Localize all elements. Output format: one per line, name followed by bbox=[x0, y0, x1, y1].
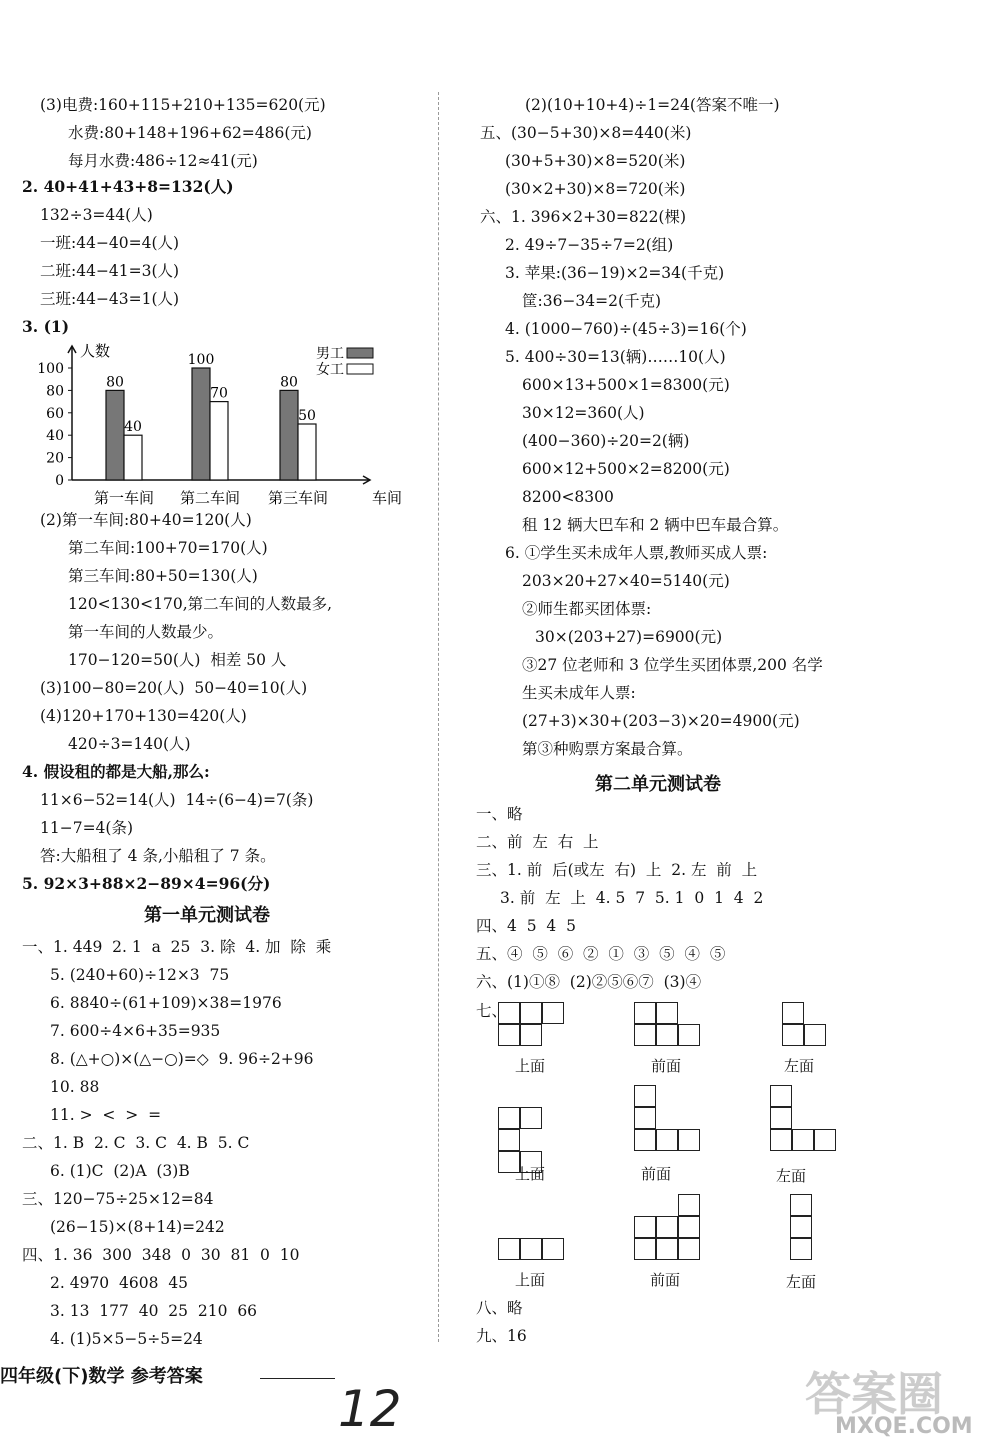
answer-line: (26−15)×(8+14)=242 bbox=[50, 1218, 225, 1236]
caption-top: 上面 bbox=[515, 1057, 546, 1075]
caption-left: 左面 bbox=[776, 1167, 807, 1185]
caption-top: 上面 bbox=[515, 1271, 546, 1289]
y-axis-label: 人数 bbox=[80, 342, 111, 360]
answer-line: 8200<8300 bbox=[522, 488, 614, 506]
caption-left: 左面 bbox=[786, 1273, 817, 1291]
answer-line: 11×6−52=14(人) 14÷(6−4)=7(条) bbox=[40, 791, 314, 809]
caption-front: 前面 bbox=[650, 1271, 681, 1289]
answer-line: ③27 位老师和 3 位学生买团体票,200 名学 bbox=[522, 656, 823, 674]
bar-chart bbox=[20, 340, 420, 510]
answer-line: 5. 92×3+88×2−89×4=96(分) bbox=[22, 874, 271, 893]
answer-line: 水费:80+148+196+62=486(元) bbox=[68, 124, 312, 142]
answer-line: 6. ①学生买未成年人票,教师买成人票: bbox=[505, 544, 768, 562]
answer-line: 二、前 左 右 上 bbox=[476, 833, 599, 851]
watermark-logo bbox=[795, 1358, 995, 1444]
answer-line: 2. 49÷7−35÷7=2(组) bbox=[505, 236, 674, 254]
answer-line: 三班:44−43=1(人) bbox=[40, 290, 180, 308]
answer-line: 2. 40+41+43+8=132(人) bbox=[22, 177, 234, 196]
x-axis-label: 车间 bbox=[372, 489, 403, 507]
answer-line: 30×12=360(人) bbox=[522, 404, 645, 422]
bar-value-label: 100 bbox=[187, 352, 215, 368]
answer-line: 4. 假设租的都是大船,那么: bbox=[22, 762, 210, 781]
page-number: 12 bbox=[338, 1380, 402, 1438]
answer-line: 5. 400÷30=13(辆)……10(人) bbox=[505, 348, 726, 366]
answer-line: 生买未成年人票: bbox=[522, 684, 636, 702]
answer-line: 第③种购票方案最合算。 bbox=[522, 740, 693, 758]
answer-line: 8. (△+○)×(△−○)=◇ 9. 96÷2+96 bbox=[50, 1050, 314, 1068]
bar bbox=[124, 435, 142, 480]
answer-line: 四、1. 36 300 348 0 30 81 0 10 bbox=[22, 1246, 300, 1264]
answer-line: 七、 bbox=[476, 1002, 508, 1020]
answer-line: 四、4 5 4 5 bbox=[476, 917, 577, 935]
answer-line: 第二车间:100+70=170(人) bbox=[68, 539, 268, 557]
answer-line: 170−120=50(人) 相差 50 人 bbox=[68, 651, 287, 669]
answer-line: 九、16 bbox=[476, 1327, 527, 1345]
answer-line: (3)100−80=20(人) 50−40=10(人) bbox=[40, 679, 308, 697]
answer-line: 三、1. 前 后(或左 右) 上 2. 左 前 上 bbox=[476, 861, 758, 879]
answer-line: 6. 8840÷(61+109)×38=1976 bbox=[50, 994, 282, 1012]
bar-value-label: 70 bbox=[210, 385, 228, 402]
answer-line: (2)第一车间:80+40=120(人) bbox=[40, 511, 252, 529]
caption-left: 左面 bbox=[784, 1057, 815, 1075]
y-tick-label: 0 bbox=[55, 473, 64, 489]
x-tick-label: 第一车间 bbox=[93, 489, 155, 507]
caption-front: 前面 bbox=[651, 1057, 682, 1075]
x-tick-label: 第三车间 bbox=[267, 489, 329, 507]
legend-label: 男工 bbox=[316, 346, 344, 362]
answer-line: 一、略 bbox=[476, 805, 523, 823]
bar bbox=[280, 390, 298, 480]
caption-front: 前面 bbox=[641, 1165, 672, 1183]
answer-line: 3. 13 177 40 25 210 66 bbox=[50, 1302, 258, 1320]
answer-line: (4)120+170+130=420(人) bbox=[40, 707, 247, 725]
answer-line: 6. (1)C (2)A (3)B bbox=[50, 1162, 190, 1180]
answer-line: 三、120−75÷25×12=84 bbox=[22, 1190, 214, 1208]
answer-line: (30+5+30)×8=520(米) bbox=[505, 152, 686, 170]
y-tick-label: 80 bbox=[46, 383, 64, 400]
answer-line: 租 12 辆大巴车和 2 辆中巴车最合算。 bbox=[522, 516, 789, 534]
answer-line: 八、略 bbox=[476, 1299, 523, 1317]
answer-line: 420÷3=140(人) bbox=[68, 735, 191, 753]
answer-line: 203×20+27×40=5140(元) bbox=[522, 572, 730, 590]
answer-line: 二、1. B 2. C 3. C 4. B 5. C bbox=[22, 1134, 250, 1152]
answer-line: (2)(10+10+4)÷1=24(答案不唯一) bbox=[525, 96, 780, 114]
answer-line: 六、(1)①⑧ (2)②⑤⑥⑦ (3)④ bbox=[476, 973, 702, 991]
answer-line: 五、(30−5+30)×8=440(米) bbox=[480, 124, 692, 142]
column-divider bbox=[438, 92, 439, 1342]
answer-line: 二班:44−41=3(人) bbox=[40, 262, 180, 280]
answer-line: 3. (1) bbox=[22, 317, 70, 336]
answer-line: 答:大船租了 4 条,小船租了 7 条。 bbox=[40, 847, 276, 865]
y-tick-label: 20 bbox=[46, 450, 64, 467]
watermark-text: 答案圈 bbox=[805, 1367, 943, 1421]
answer-line: 30×(203+27)=6900(元) bbox=[535, 628, 723, 646]
bar-value-label: 40 bbox=[124, 419, 142, 436]
answer-line: 2. 4970 4608 45 bbox=[50, 1274, 189, 1292]
answer-line: 4. (1)5×5−5÷5=24 bbox=[50, 1330, 203, 1348]
bar bbox=[298, 424, 316, 480]
x-tick-label: 第二车间 bbox=[179, 489, 241, 507]
answer-line: 第一车间的人数最少。 bbox=[68, 623, 224, 641]
bar-value-label: 80 bbox=[280, 374, 298, 391]
answer-line: 120<130<170,第二车间的人数最多, bbox=[68, 595, 333, 613]
legend-swatch bbox=[347, 348, 373, 358]
answer-line: (3)电费:160+115+210+135=620(元) bbox=[40, 96, 326, 114]
answer-line: 11. > < > = bbox=[50, 1106, 162, 1124]
footer-rule bbox=[260, 1378, 335, 1379]
caption-top: 上面 bbox=[515, 1165, 546, 1183]
answer-line: 3. 前 左 上 4. 5 7 5. 1 0 1 4 2 bbox=[500, 889, 764, 907]
y-tick-label: 40 bbox=[46, 428, 64, 445]
answer-line: 600×13+500×1=8300(元) bbox=[522, 376, 730, 394]
legend-swatch bbox=[347, 364, 373, 374]
bar bbox=[106, 390, 124, 480]
answer-line: 11−7=4(条) bbox=[40, 819, 134, 837]
watermark-url: MXQE.COM bbox=[835, 1414, 973, 1439]
answer-line: 3. 苹果:(36−19)×2=34(千克) bbox=[505, 264, 725, 282]
answer-line: 第三车间:80+50=130(人) bbox=[68, 567, 258, 585]
unit2-title: 第二单元测试卷 bbox=[595, 774, 721, 795]
bar-value-label: 50 bbox=[298, 408, 316, 424]
y-tick-label: 60 bbox=[46, 405, 64, 422]
answer-line: (30×2+30)×8=720(米) bbox=[505, 180, 686, 198]
answer-line: ②师生都买团体票: bbox=[522, 600, 652, 618]
bar bbox=[210, 402, 228, 480]
answer-line: 4. (1000−760)÷(45÷3)=16(个) bbox=[505, 320, 747, 338]
answer-line: (400−360)÷20=2(辆) bbox=[522, 432, 690, 450]
answer-line: 一、1. 449 2. 1 a 25 3. 除 4. 加 除 乘 bbox=[22, 938, 332, 956]
answer-line: 10. 88 bbox=[50, 1078, 100, 1096]
answer-line: 每月水费:486÷12≈41(元) bbox=[68, 152, 258, 170]
answer-line: (27+3)×30+(203−3)×20=4900(元) bbox=[522, 712, 800, 730]
bar bbox=[192, 368, 210, 480]
legend-label: 女工 bbox=[316, 362, 344, 378]
answer-line: 5. (240+60)÷12×3 75 bbox=[50, 966, 230, 984]
answer-line: 一班:44−40=4(人) bbox=[40, 234, 180, 252]
answer-line: 132÷3=44(人) bbox=[40, 206, 153, 224]
y-tick-label: 100 bbox=[37, 361, 64, 377]
answer-line: 筐:36−34=2(千克) bbox=[522, 292, 662, 310]
answer-line: 六、1. 396×2+30=822(棵) bbox=[480, 208, 687, 226]
bar-value-label: 80 bbox=[106, 374, 124, 391]
unit1-title: 第一单元测试卷 bbox=[144, 905, 270, 926]
answer-line: 600×12+500×2=8200(元) bbox=[522, 460, 730, 478]
answer-line: 五、④ ⑤ ⑥ ② ① ③ ⑤ ④ ⑤ bbox=[476, 945, 726, 963]
footer-label: 四年级(下)数学 参考答案 bbox=[0, 1366, 203, 1387]
answer-line: 7. 600÷4×6+35=935 bbox=[50, 1022, 221, 1040]
